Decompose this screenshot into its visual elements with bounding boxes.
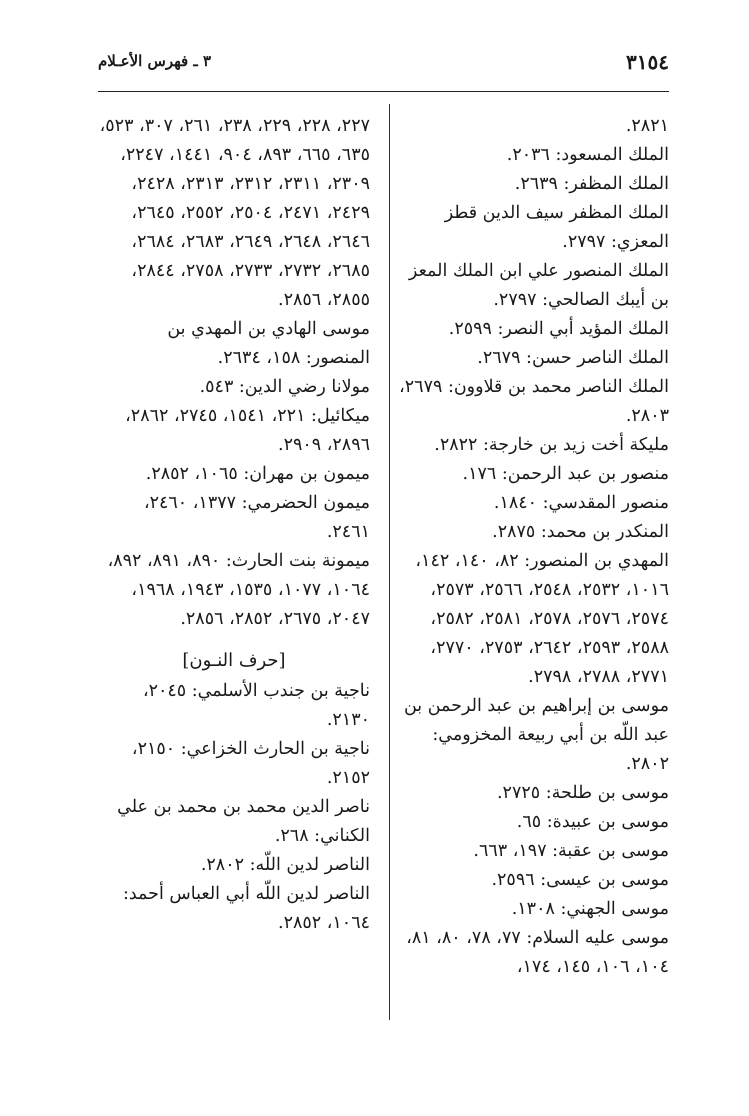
index-entry: المهدي بن المنصور: ٨٢، ١٤٠، ١٤٢، ١٠١٦، ٢٥٣٢، ٢٥٤٨، ٢٥٦٦، ٢٥٧٣، ٢٥٧٤، ٢٥٧٦، ٢٥٧٨، ٢٥٨١، ٢٥٨٢، ٢٥٨٨، ٢٥٩٣، ٢٦٤٢، ٢٧٥٣، ٢٧٧٠، ٢٧٧١، ٢٧٨٨، ٢٧٩٨. [415,551,669,687]
index-entry: الملك الناصر محمد بن قلاوون: ٢٦٧٩، ٢٨٠٣. [399,377,669,426]
index-entry: الملك المظفر سيف الدين قطز المعزي: ٢٧٩٧. [444,203,669,252]
header-rule [98,91,669,92]
index-entry: المنكدر بن محمد: ٢٨٧٥. [492,522,669,542]
index-entry: ٢٢٧، ٢٢٨، ٢٢٩، ٢٣٨، ٢٦١، ٣٠٧، ٥٢٣، ٦٣٥، ٦٦٥، ٨٩٣، ٩٠٤، ١٤٤١، ٢٢٤٧، ٢٣٠٩، ٢٣١١، ٢٣١٢، ٢٣١٣، ٢٤٢٨، ٢٤٢٩، ٢٤٧١، ٢٥٠٤، ٢٥٥٢، ٢٦٤٥، ٢٦٤٦، ٢٦٤٨، ٢٦٤٩، ٢٦٨٣، ٢٦٨٤، ٢٦٨٥، ٢٧٣٢، ٢٧٣٣، ٢٧٥٨، ٢٨٤٤، ٢٨٥٥، ٢٨٥٦. [99,116,370,310]
index-entry: موسى الجهني: ١٣٠٨. [511,899,669,919]
index-entry: مولانا رضي الدين: ٥٤٣. [199,377,370,397]
index-entry: موسى بن عيسى: ٢٥٩٦. [491,870,669,890]
running-title: ٣ ـ فهرس الأعـلام [98,52,212,70]
index-entry: موسى عليه السلام: ٧٧، ٧٨، ٨٠، ٨١، ١٠٤، ١٠٦، ١٤٥، ١٧٤، [406,928,669,977]
index-entry: ميكائيل: ٢٢١، ١٥٤١، ٢٧٤٥، ٢٨٦٢، ٢٨٩٦، ٢٩٠٩. [125,406,370,455]
index-entry: موسى بن عبيدة: ٦٥. [516,812,669,832]
index-entry: موسى بن طلحة: ٢٧٢٥. [496,783,669,803]
index-entry: ميمون بن مهران: ١٠٦٥، ٢٨٥٢. [145,464,370,484]
page-number: ٣١٥٤ [626,50,669,74]
index-entry: منصور المقدسي: ١٨٤٠. [493,493,669,513]
index-entry: مليكة أخت زيد بن خارجة: ٢٨٢٢. [434,435,669,455]
index-entry: الناصر لدين اللّه أبي العباس أحمد: ١٠٦٤، ٢٨٥٢. [122,884,370,933]
index-column-left [98,112,370,938]
index-entry: ٢٨٢١. [625,116,669,136]
index-entry: ناصر الدين محمد بن محمد بن علي الكناني: ٢٦٨. [117,797,370,846]
index-entry: موسى الهادي بن المهدي بن المنصور: ١٥٨، ٢٦٣٤. [167,319,370,368]
page-header [98,50,669,86]
index-entry: ناجية بن جندب الأسلمي: ٢٠٤٥، ٢١٣٠. [142,681,370,730]
index-entry: الملك المظفر: ٢٦٣٩. [514,174,669,194]
index-entry: الملك المؤيد أبي النصر: ٢٥٩٩. [448,319,669,339]
index-entry: موسى بن عقبة: ١٩٧، ٦٦٣. [473,841,669,861]
index-entry: ميمون الحضرمي: ١٣٧٧، ٢٤٦٠، ٢٤٦١. [143,493,370,542]
section-heading: [حرف النـون] [182,650,286,671]
column-divider [389,104,390,1020]
index-entry: ناجية بن الحارث الخزاعي: ٢١٥٠، ٢١٥٢. [131,739,370,788]
index-entry: موسى بن إبراهيم بن عبد الرحمن بن عبد اللّه بن أبي ربيعة المخزومي: ٢٨٠٢. [403,696,669,774]
index-entry: الملك المسعود: ٢٠٣٦. [506,145,669,165]
index-entry: منصور بن عبد الرحمن: ١٧٦. [462,464,669,484]
index-entry: ميمونة بنت الحارث: ٨٩٠، ٨٩١، ٨٩٢، ١٠٦٤، ١٠٧٧، ١٥٣٥، ١٩٤٣، ١٩٦٨، ٢٠٤٧، ٢٦٧٥، ٢٨٥٢، ٢٨٥٦. [107,551,370,629]
index-column-right [399,112,669,982]
index-entry: الملك المنصور علي ابن الملك المعز بن أيبك الصالحي: ٢٧٩٧. [408,261,669,310]
index-entry: الناصر لدين اللّه: ٢٨٠٢. [200,855,370,875]
index-entry: الملك الناصر حسن: ٢٦٧٩. [477,348,669,368]
